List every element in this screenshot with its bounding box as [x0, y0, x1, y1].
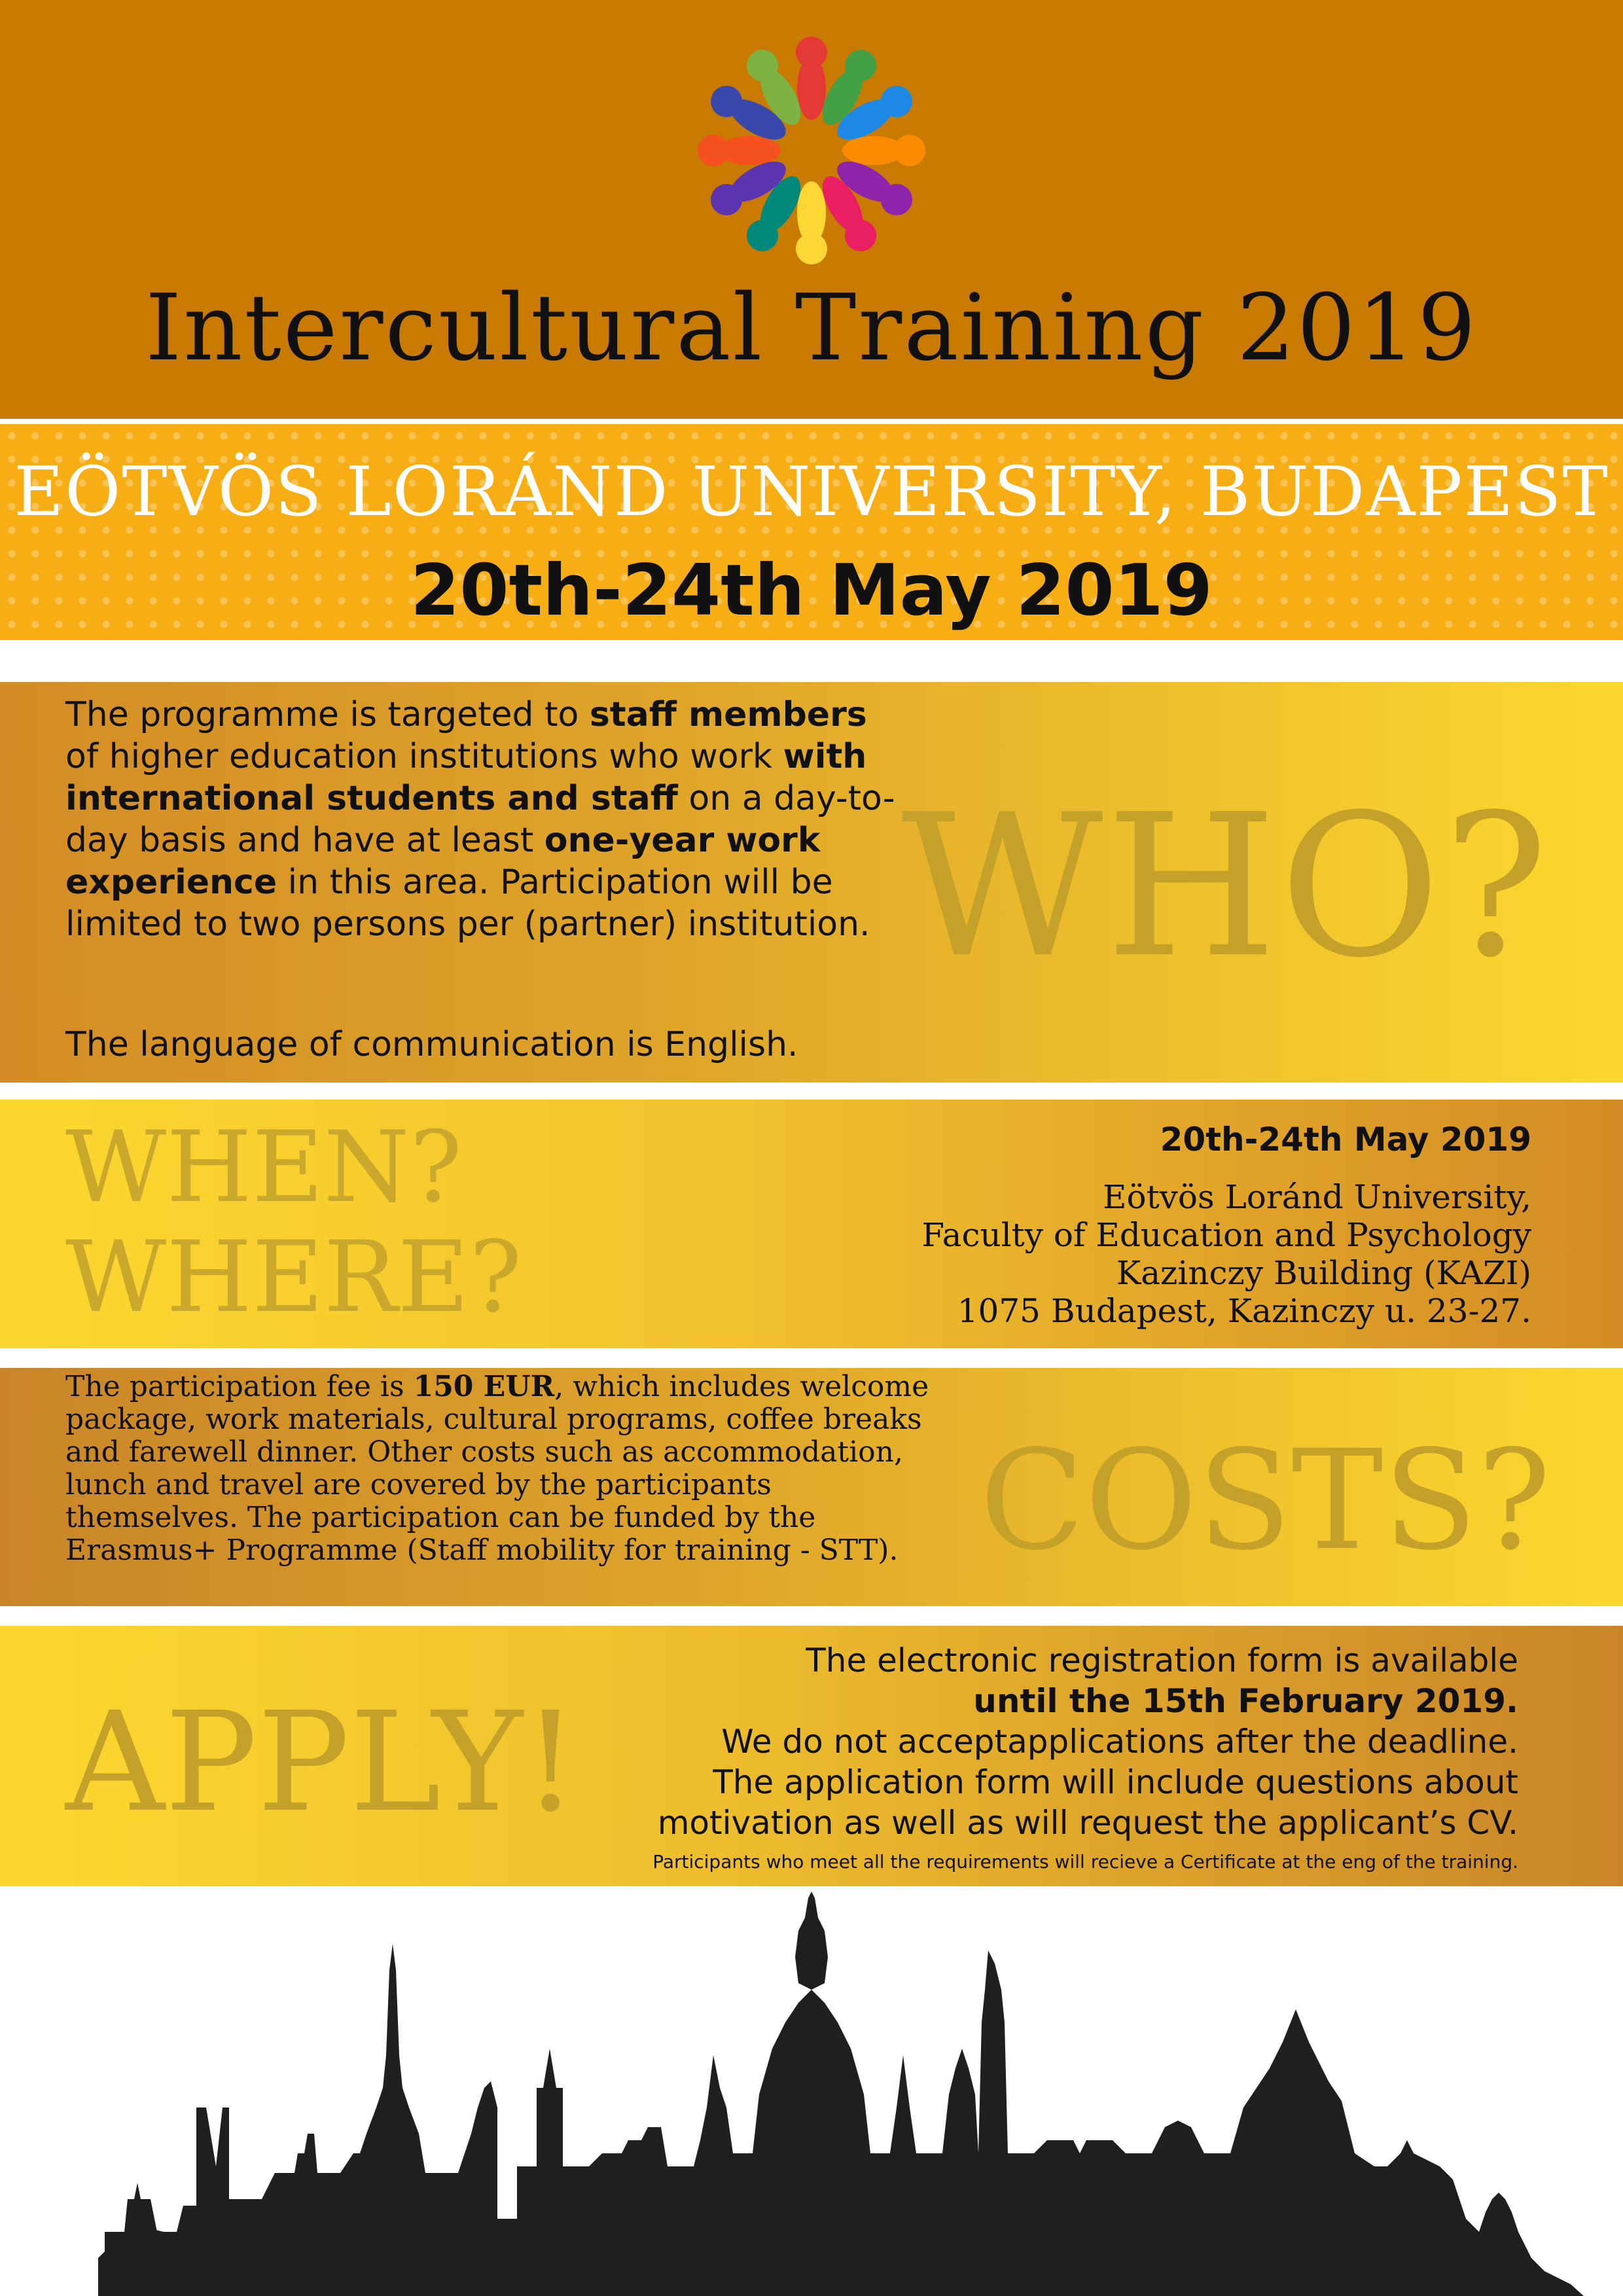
event-dates: 20th-24th May 2019 [410, 550, 1213, 632]
when-where-heading [65, 1113, 522, 1333]
fee-amount: 150 EUR [413, 1370, 555, 1403]
apply-heading: APPLY! [65, 1682, 579, 1842]
costs-text-2: , which includes welcome package, work materials, cultural programs, coffee breaks and farewell dinner. Other costs such as accommodation, lunch and travel are covered by the participants themselves. The participation can be funded by the Erasmus+ Programme (Staff mobility for training - STT). [65, 1370, 929, 1567]
certificate-note: Participants who meet all the requirements will recieve a Certificate at the eng of the training. [652, 1851, 1518, 1873]
who-text-1: The programme is targeted to [65, 695, 590, 734]
who-text-2: of higher education institutions who work [65, 737, 783, 776]
address-line: Eötvös Loránd University, [1102, 1178, 1531, 1216]
person-body [718, 136, 781, 165]
apply-line: motivation as well as will request the applicant’s CV. [657, 1804, 1518, 1842]
address-line: Kazinczy Building (KAZI) [1116, 1254, 1531, 1292]
apply-description [658, 1640, 1518, 1843]
person-body [797, 181, 826, 244]
address-line: 1075 Budapest, Kazinczy u. 23-27. [957, 1292, 1531, 1330]
language-note: The language of communication is English. [65, 1025, 798, 1064]
address-line: Faculty of Education and Psychology [921, 1216, 1531, 1254]
when-date: 20th-24th May 2019 [1160, 1121, 1531, 1158]
apply-line: We do not acceptapplications after the deadline. [721, 1723, 1518, 1761]
who-bold-international: with international students and staff [65, 737, 867, 818]
who-bold-staff: staff members [589, 695, 867, 734]
who-heading: WHO? [901, 772, 1551, 1001]
costs-description [65, 1371, 942, 1567]
costs-heading: COSTS? [979, 1420, 1551, 1581]
costs-text-1: The participation fee is [65, 1370, 414, 1403]
who-text-4: in this area. Participation will be limited to two persons per (partner) institution. [65, 863, 870, 944]
when-heading: WHEN? [65, 1111, 463, 1225]
when-where-details [921, 1121, 1531, 1330]
who-description [65, 694, 903, 945]
where-heading: WHERE? [65, 1221, 522, 1335]
person-body [797, 57, 826, 120]
budapest-skyline-illustration [0, 1892, 1623, 2296]
people-circle-logo-icon [687, 26, 936, 275]
apply-line: The application form will include questions about [713, 1763, 1518, 1801]
apply-deadline: until the 15th February 2019. [973, 1682, 1518, 1720]
person-body [842, 136, 905, 165]
who-bold-experience: one-year work experience [65, 821, 821, 902]
who-text-3: on a day-to-day basis and have at least [65, 779, 895, 860]
apply-line: The electronic registration form is available [806, 1641, 1518, 1679]
university-name: EÖTVÖS LORÁND UNIVERSITY, BUDAPEST [14, 452, 1609, 531]
page-title: Intercultural Training 2019 [145, 275, 1478, 382]
